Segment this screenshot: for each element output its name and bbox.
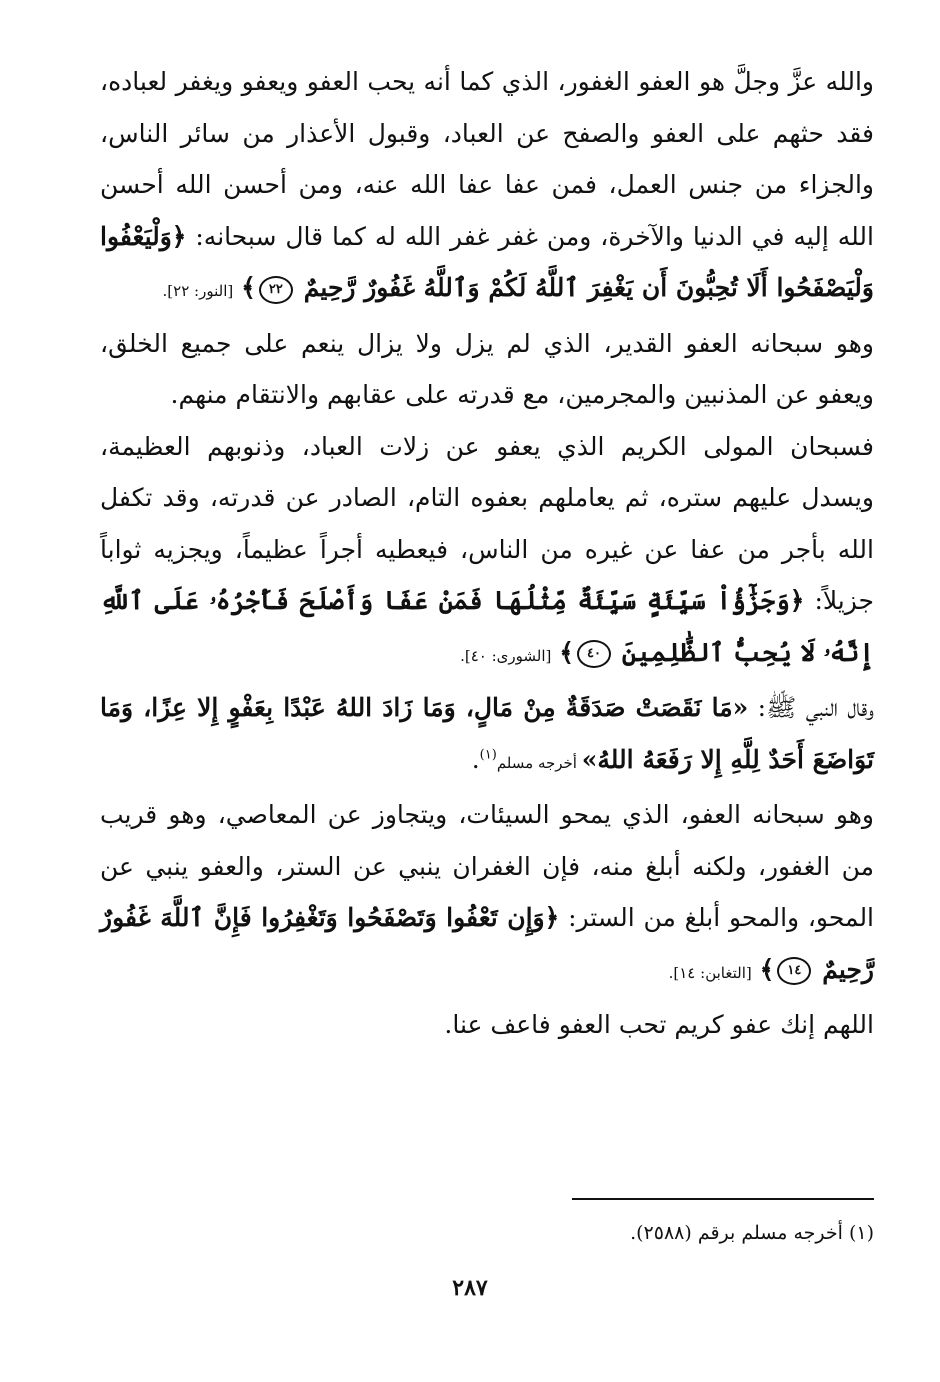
paragraph-4 (100, 682, 874, 789)
ayah-number-marker: ٢٢ (259, 276, 293, 304)
hadith-text: «مَا نَقَصَتْ صَدَقَةٌ مِنْ مَالٍ، وَمَا زَادَ اللهُ عَبْدًا بِعَفْوٍ إِلا عِزًا، وَمَا تَوَاضَعَ أَحَدٌ لِلَّهِ إِلا رَفَعَهُ اللهُ» (100, 693, 874, 774)
quran-verse-close: ﴾ (559, 637, 574, 667)
footnote: (١) أخرجه مسلم برقم (٢٥٨٨). (630, 1222, 874, 1244)
paragraph-6 (100, 999, 874, 1051)
verse-citation: [التغابن: ١٤]. (668, 963, 752, 982)
quran-verse: ﴿وَإِن تَعْفُوا وَتَصْفَحُوا وَتَغْفِرُوا فَإِنَّ ٱللَّهَ غَفُورٌ رَّحِيمٌ (100, 903, 874, 984)
paragraph-3 (100, 421, 874, 683)
paragraph-text: وهو سبحانه العفو القدير، الذي لم يزل ولا يزال ينعم على جميع الخلق، ويعفو عن المذنبين والمجرمين، مع قدرته على عقابهم والانتقام منهم. (100, 328, 874, 409)
paragraph-2 (100, 318, 874, 421)
sentence-end: . (471, 744, 480, 774)
ayah-number-marker: ١٤ (777, 957, 811, 985)
ayah-number-marker: ٤٠ (577, 640, 611, 668)
paragraph-text: فسبحان المولى الكريم الذي يعفو عن زلات العباد، وذنوبهم العظيمة، ويسدل عليهم ستره، ثم يعاملهم بعفوه التام، الصادر عن قدرته، وقد تكفل الله بأجر من عفا عن غيره من الناس، فيعطيه أجراً عظيماً، ويجزيه ثواباً جزيلاً: (100, 431, 875, 615)
hadith-citation: أخرجه مسلم (496, 753, 582, 772)
page-number: ٢٨٧ (452, 1275, 488, 1301)
quran-verse-close: ﴾ (759, 954, 775, 984)
paragraph-1 (100, 56, 874, 318)
quran-verse: ﴿وَلْيَعْفُوا وَلْيَصْفَحُوا أَلَا تُحِبُّونَ أَن يَغْفِرَ ٱللَّهُ لَكُمْ وَٱللَّهُ غَفُورٌ رَّحِيمٌ (100, 221, 874, 302)
paragraph-text: والله عزَّ وجلَّ هو العفو الغفور، الذي كما أنه يحب العفو ويعفو ويغفر لعباده، فقد حثهم على العفو والصفح عن العباد، وقبول الأعذار من سائر الناس، والجزاء من جنس العمل، فمن عفا عفا الله عنه، ومن أحسن الله أحسن الله إليه في الدنيا والآخرة، ومن غفر غفر الله له كما قال سبحانه: (100, 67, 874, 251)
paragraph-text: وهو سبحانه العفو، الذي يمحو السيئات، ويتجاوز عن المعاصي، وهو قريب من الغفور، ولكنه أبلغ منه، فإن الغفران ينبي عن الستر، والعفو ينبي عن المحو، والمحو أبلغ من الستر: (100, 800, 875, 932)
verse-citation: [الشورى: ٤٠]. (460, 646, 552, 665)
body-text (100, 56, 874, 1051)
footnote-divider (572, 1198, 874, 1200)
quran-verse-close: ﴾ (241, 273, 256, 302)
closing-supplication: اللهم إنك عفو كريم تحب العفو فاعف عنا. (444, 1010, 874, 1039)
paragraph-5 (100, 789, 874, 999)
paragraph-text: وقال النبي ﷺ: (748, 693, 875, 722)
quran-verse: ﴿وَجَزَٰٓؤُاْ سَيِّئَةٍ سَيِّئَةٌ مِّثْلُهَا فَمَنْ عَفَا وَأَصْلَحَ فَأَجْرُهُۥ عَلَى ٱللَّهِ إِنَّهُۥ لَا يُحِبُّ ٱلظَّٰلِمِينَ (100, 586, 874, 667)
verse-citation: [النور: ٢٢]. (162, 282, 234, 300)
footnote-marker: (١) (479, 747, 497, 763)
